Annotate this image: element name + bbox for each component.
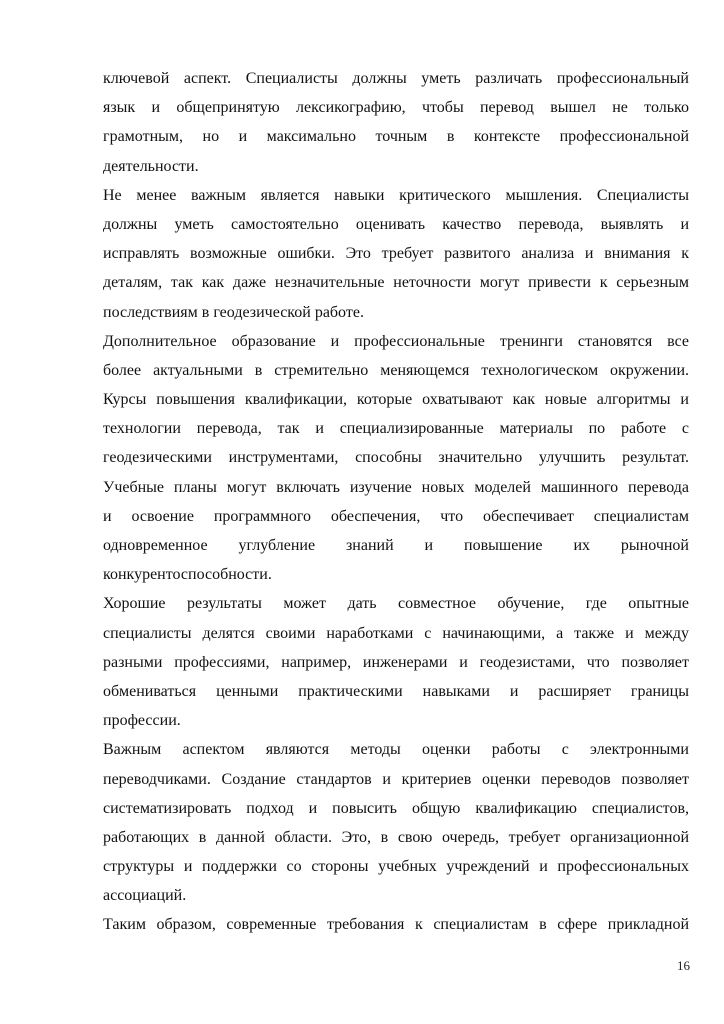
text-line: Таким образом, современные требования к специалистам в сфере прикладной: [103, 916, 689, 934]
paragraph: [103, 910, 689, 939]
text-line: Важным аспектом являются методы оценки работы с электронными: [103, 741, 689, 759]
paragraph: [103, 327, 689, 590]
text-line: более актуальными в стремительно меняющемся технологическом окружении.: [103, 361, 689, 379]
text-line: переводчиками. Создание стандартов и критериев оценки переводов позволяет: [103, 770, 689, 788]
text-line: конкурентоспособности.: [103, 566, 272, 584]
text-line: деталям, так как даже незначительные неточности могут привести к серьезным: [103, 274, 689, 292]
text-line: Не менее важным является навыки критического мышления. Специалисты: [103, 186, 689, 204]
text-line: должны уметь самостоятельно оценивать качество перевода, выявлять и: [103, 215, 689, 233]
text-line: геодезическими инструментами, способны значительно улучшить результат.: [103, 449, 689, 467]
text-line: язык и общепринятую лексикографию, чтобы перевод вышел не только: [103, 99, 689, 117]
text-line: деятельности.: [103, 157, 199, 175]
paragraph: [103, 735, 689, 910]
text-line: систематизировать подход и повысить общую квалификацию специалистов,: [103, 799, 689, 817]
text-line: последствиям в геодезической работе.: [103, 303, 364, 321]
text-line: Хорошие результаты может дать совместное обучение, где опытные: [103, 595, 689, 613]
text-line: Курсы повышения квалификации, которые охватывают как новые алгоритмы и: [103, 391, 689, 409]
text-line: одновременное углубление знаний и повышение их рыночной: [103, 537, 689, 554]
text-line: работающих в данной области. Это, в свою очередь, требует организационной: [103, 828, 689, 846]
text-line: технологии перевода, так и специализированные материалы по работе с: [103, 420, 689, 438]
paragraph: [103, 589, 689, 735]
paragraph: [103, 64, 689, 181]
text-line: исправлять возможные ошибки. Это требует развитого анализа и внимания к: [103, 245, 689, 263]
body-text: [103, 64, 689, 940]
text-line: Учебные планы могут включать изучение новых моделей машинного перевода: [103, 478, 689, 496]
text-line: Дополнительное образование и профессиональные тренинги становятся все: [103, 332, 689, 350]
text-line: профессии.: [103, 712, 181, 730]
text-line: и освоение программного обеспечения, что обеспечивает специалистам: [103, 507, 689, 525]
paragraph: [103, 181, 689, 327]
text-line: грамотным, но и максимально точным в контексте профессиональной: [103, 128, 689, 146]
text-line: ассоциаций.: [103, 887, 187, 905]
page-number: 16: [677, 958, 690, 973]
text-line: специалисты делятся своими наработками с начинающими, а также и между: [103, 624, 689, 642]
text-line: разными профессиями, например, инженерами и геодезистами, что позволяет: [103, 653, 689, 671]
text-line: обмениваться ценными практическими навыками и расширяет границы: [103, 682, 689, 700]
text-line: ключевой аспект. Специалисты должны уметь различать профессиональный: [103, 70, 689, 87]
text-line: структуры и поддержки со стороны учебных учреждений и профессиональных: [103, 858, 689, 876]
